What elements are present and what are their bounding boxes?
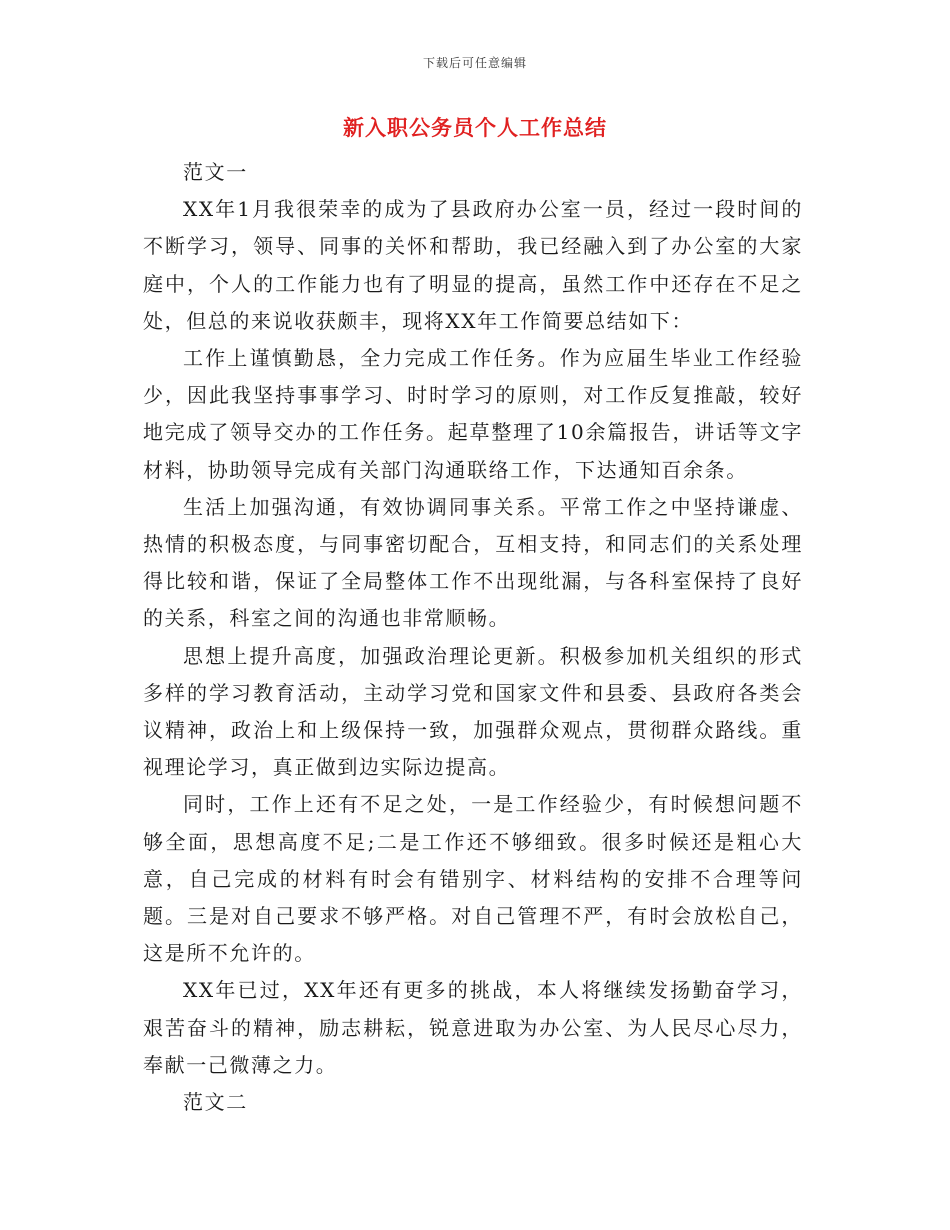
section-heading-sample-one: 范文一 — [183, 160, 248, 184]
paragraph-shortcomings: 同时，工作上还有不足之处，一是工作经验少，有时候想问题不够全面，思想高度不足;二是工作还不够细致。很多时候还是粗心大意，自己完成的材料有时会有错别字、材料结构的安排不合理等问题。三是对自己要求不够严格。对自己管理不严，有时会放松自己，这是所不允许的。 — [143, 792, 803, 966]
paragraph-intro: XX年1月我很荣幸的成为了县政府办公室一员，经过一段时间的不断学习，领导、同事的关怀和帮助，我已经融入到了办公室的大家庭中，个人的工作能力也有了明显的提高，虽然工作中还存在不足之处，但总的来说收获颇丰，现将XX年工作简要总结如下： — [143, 197, 803, 333]
header-note: 下载后可任意编辑 — [422, 56, 527, 70]
document-title: 新入职公务员个人工作总结 — [343, 116, 607, 140]
section-heading-sample-two: 范文二 — [183, 1090, 248, 1115]
paragraph-life: 生活上加强沟通，有效协调同事关系。平常工作之中坚持谦虚、热情的积极态度，与同事密切配合，互相支持，和同志们的关系处理得比较和谐，保证了全局整体工作不出现纰漏，与各科室保持了良好的关系，科室之间的沟通也非常顺畅。 — [143, 494, 803, 631]
paragraph-work: 工作上谨慎勤恳，全力完成工作任务。作为应届生毕业工作经验少，因此我坚持事事学习、时时学习的原则，对工作反复推敲，较好地完成了领导交办的工作任务。起草整理了10余篇报告，讲话等文字材料，协助领导完成有关部门沟通联络工作，下达通知百余条。 — [143, 346, 803, 482]
paragraph-outlook: XX年已过，XX年还有更多的挑战，本人将继续发扬勤奋学习，艰苦奋斗的精神，励志耕耘，锐意进取为办公室、为人民尽心尽力，奉献一己微薄之力。 — [143, 978, 803, 1077]
document-body — [143, 154, 803, 1121]
paragraph-thought: 思想上提升高度，加强政治理论更新。积极参加机关组织的形式多样的学习教育活动，主动学习党和国家文件和县委、县政府各类会议精神，政治上和上级保持一致，加强群众观点，贯彻群众路线。重视理论学习，真正做到边实际边提高。 — [143, 643, 803, 780]
